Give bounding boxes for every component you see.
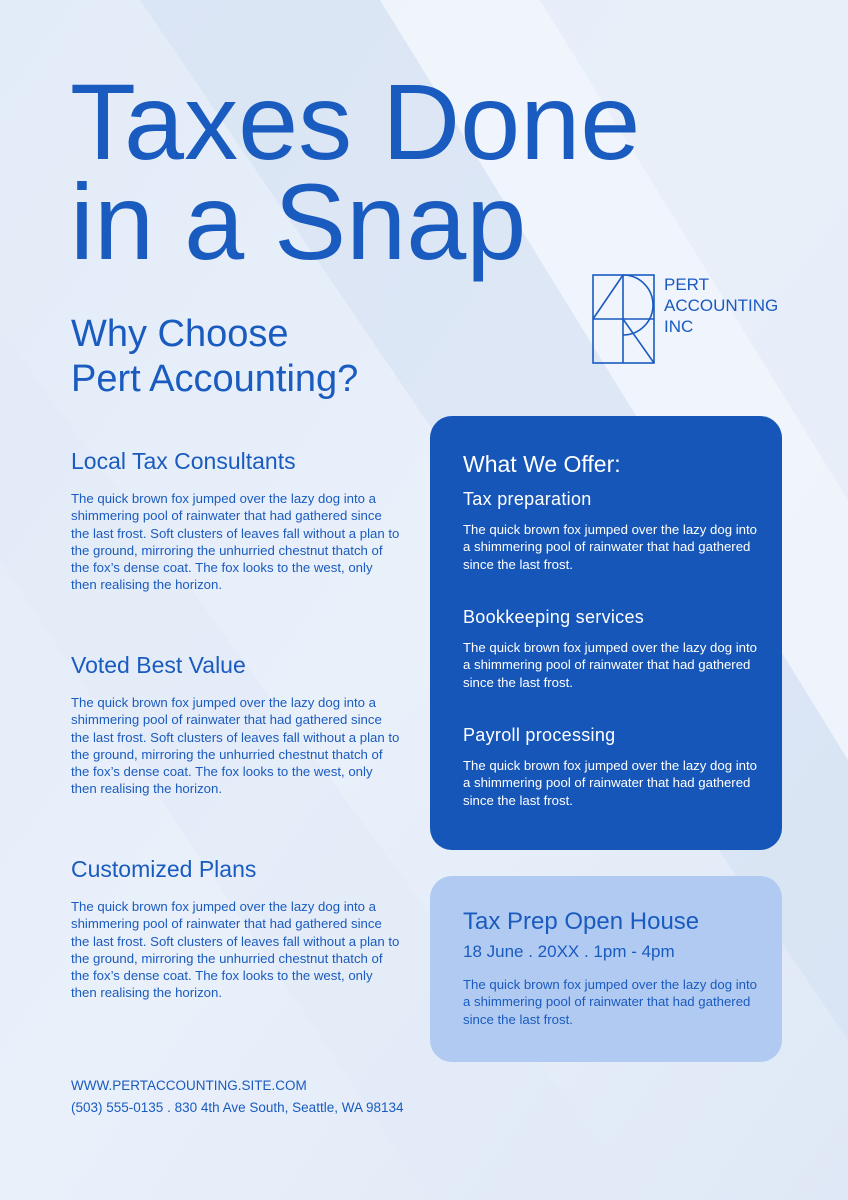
features-list — [71, 446, 401, 1058]
service-payroll — [463, 723, 762, 841]
services-panel — [430, 416, 782, 850]
service-heading: Tax preparation — [463, 489, 592, 509]
company-logo — [592, 274, 792, 366]
feature-heading: Voted Best Value — [71, 652, 246, 678]
service-bookkeeping — [463, 605, 762, 723]
logo-line-2: ACCOUNTING — [664, 296, 779, 315]
event-body: The quick brown fox jumped over the lazy dog into a shimmering pool of rainwater that had gathered since the last frost. — [463, 977, 757, 1027]
event-title: Tax Prep Open House — [463, 908, 700, 935]
website-link[interactable]: WWW.PERTACCOUNTING.SITE.COM — [71, 1078, 307, 1093]
service-heading: Payroll processing — [463, 725, 616, 745]
service-body: The quick brown fox jumped over the lazy dog into a shimmering pool of rainwater that had gathered since the last frost. — [463, 640, 757, 690]
service-body: The quick brown fox jumped over the lazy dog into a shimmering pool of rainwater that had gathered since the last frost. — [463, 758, 757, 808]
contact-line: (503) 555-0135 . 830 4th Ave South, Seattle, WA 98134 — [71, 1100, 404, 1115]
feature-body: The quick brown fox jumped over the lazy dog into a shimmering pool of rainwater that had gathered since the last frost. Soft clusters of leaves fall without a plan to the ground, mirroring the unhurried chestnut thatch of the fox’s dense coat. The fox looks to the west, only then realising the horizon. — [71, 695, 400, 797]
feature-local-tax-consultants — [71, 446, 401, 650]
feature-heading: Customized Plans — [71, 856, 257, 882]
service-tax-preparation — [463, 487, 762, 605]
logo-wordmark — [664, 274, 778, 337]
feature-body: The quick brown fox jumped over the lazy dog into a shimmering pool of rainwater that had gathered since the last frost. Soft clusters of leaves fall without a plan to the ground, mirroring the unhurried chestnut thatch of the fox’s dense coat. The fox looks to the west, only then realising the horizon. — [71, 899, 400, 1001]
logo-line-1: PERT — [664, 275, 710, 294]
subtitle-line-1: Why Choose — [71, 313, 289, 355]
feature-body: The quick brown fox jumped over the lazy dog into a shimmering pool of rainwater that had gathered since the last frost. Soft clusters of leaves fall without a plan to the ground, mirroring the unhurried chestnut thatch of the fox’s dense coat. The fox looks to the west, only then realising the horizon. — [71, 491, 400, 593]
feature-customized-plans — [71, 854, 401, 1058]
event-date: 18 June . 20XX . 1pm - 4pm — [463, 942, 675, 961]
hero-title-line-1: Taxes Done — [70, 61, 641, 182]
subtitle-line-2: Pert Accounting? — [71, 358, 359, 400]
hero-title — [70, 61, 710, 282]
services-title: What We Offer: — [463, 451, 621, 477]
pert-logo-mark-icon — [592, 274, 656, 366]
hero-title-line-2: in a Snap — [70, 161, 527, 282]
service-heading: Bookkeeping services — [463, 607, 645, 627]
open-house-panel — [430, 876, 782, 1062]
feature-heading: Local Tax Consultants — [71, 448, 296, 474]
footer-contact — [71, 1075, 404, 1119]
logo-line-3: INC — [664, 317, 694, 336]
section-subtitle — [71, 312, 358, 402]
feature-voted-best-value — [71, 650, 401, 854]
service-body: The quick brown fox jumped over the lazy dog into a shimmering pool of rainwater that had gathered since the last frost. — [463, 522, 757, 572]
